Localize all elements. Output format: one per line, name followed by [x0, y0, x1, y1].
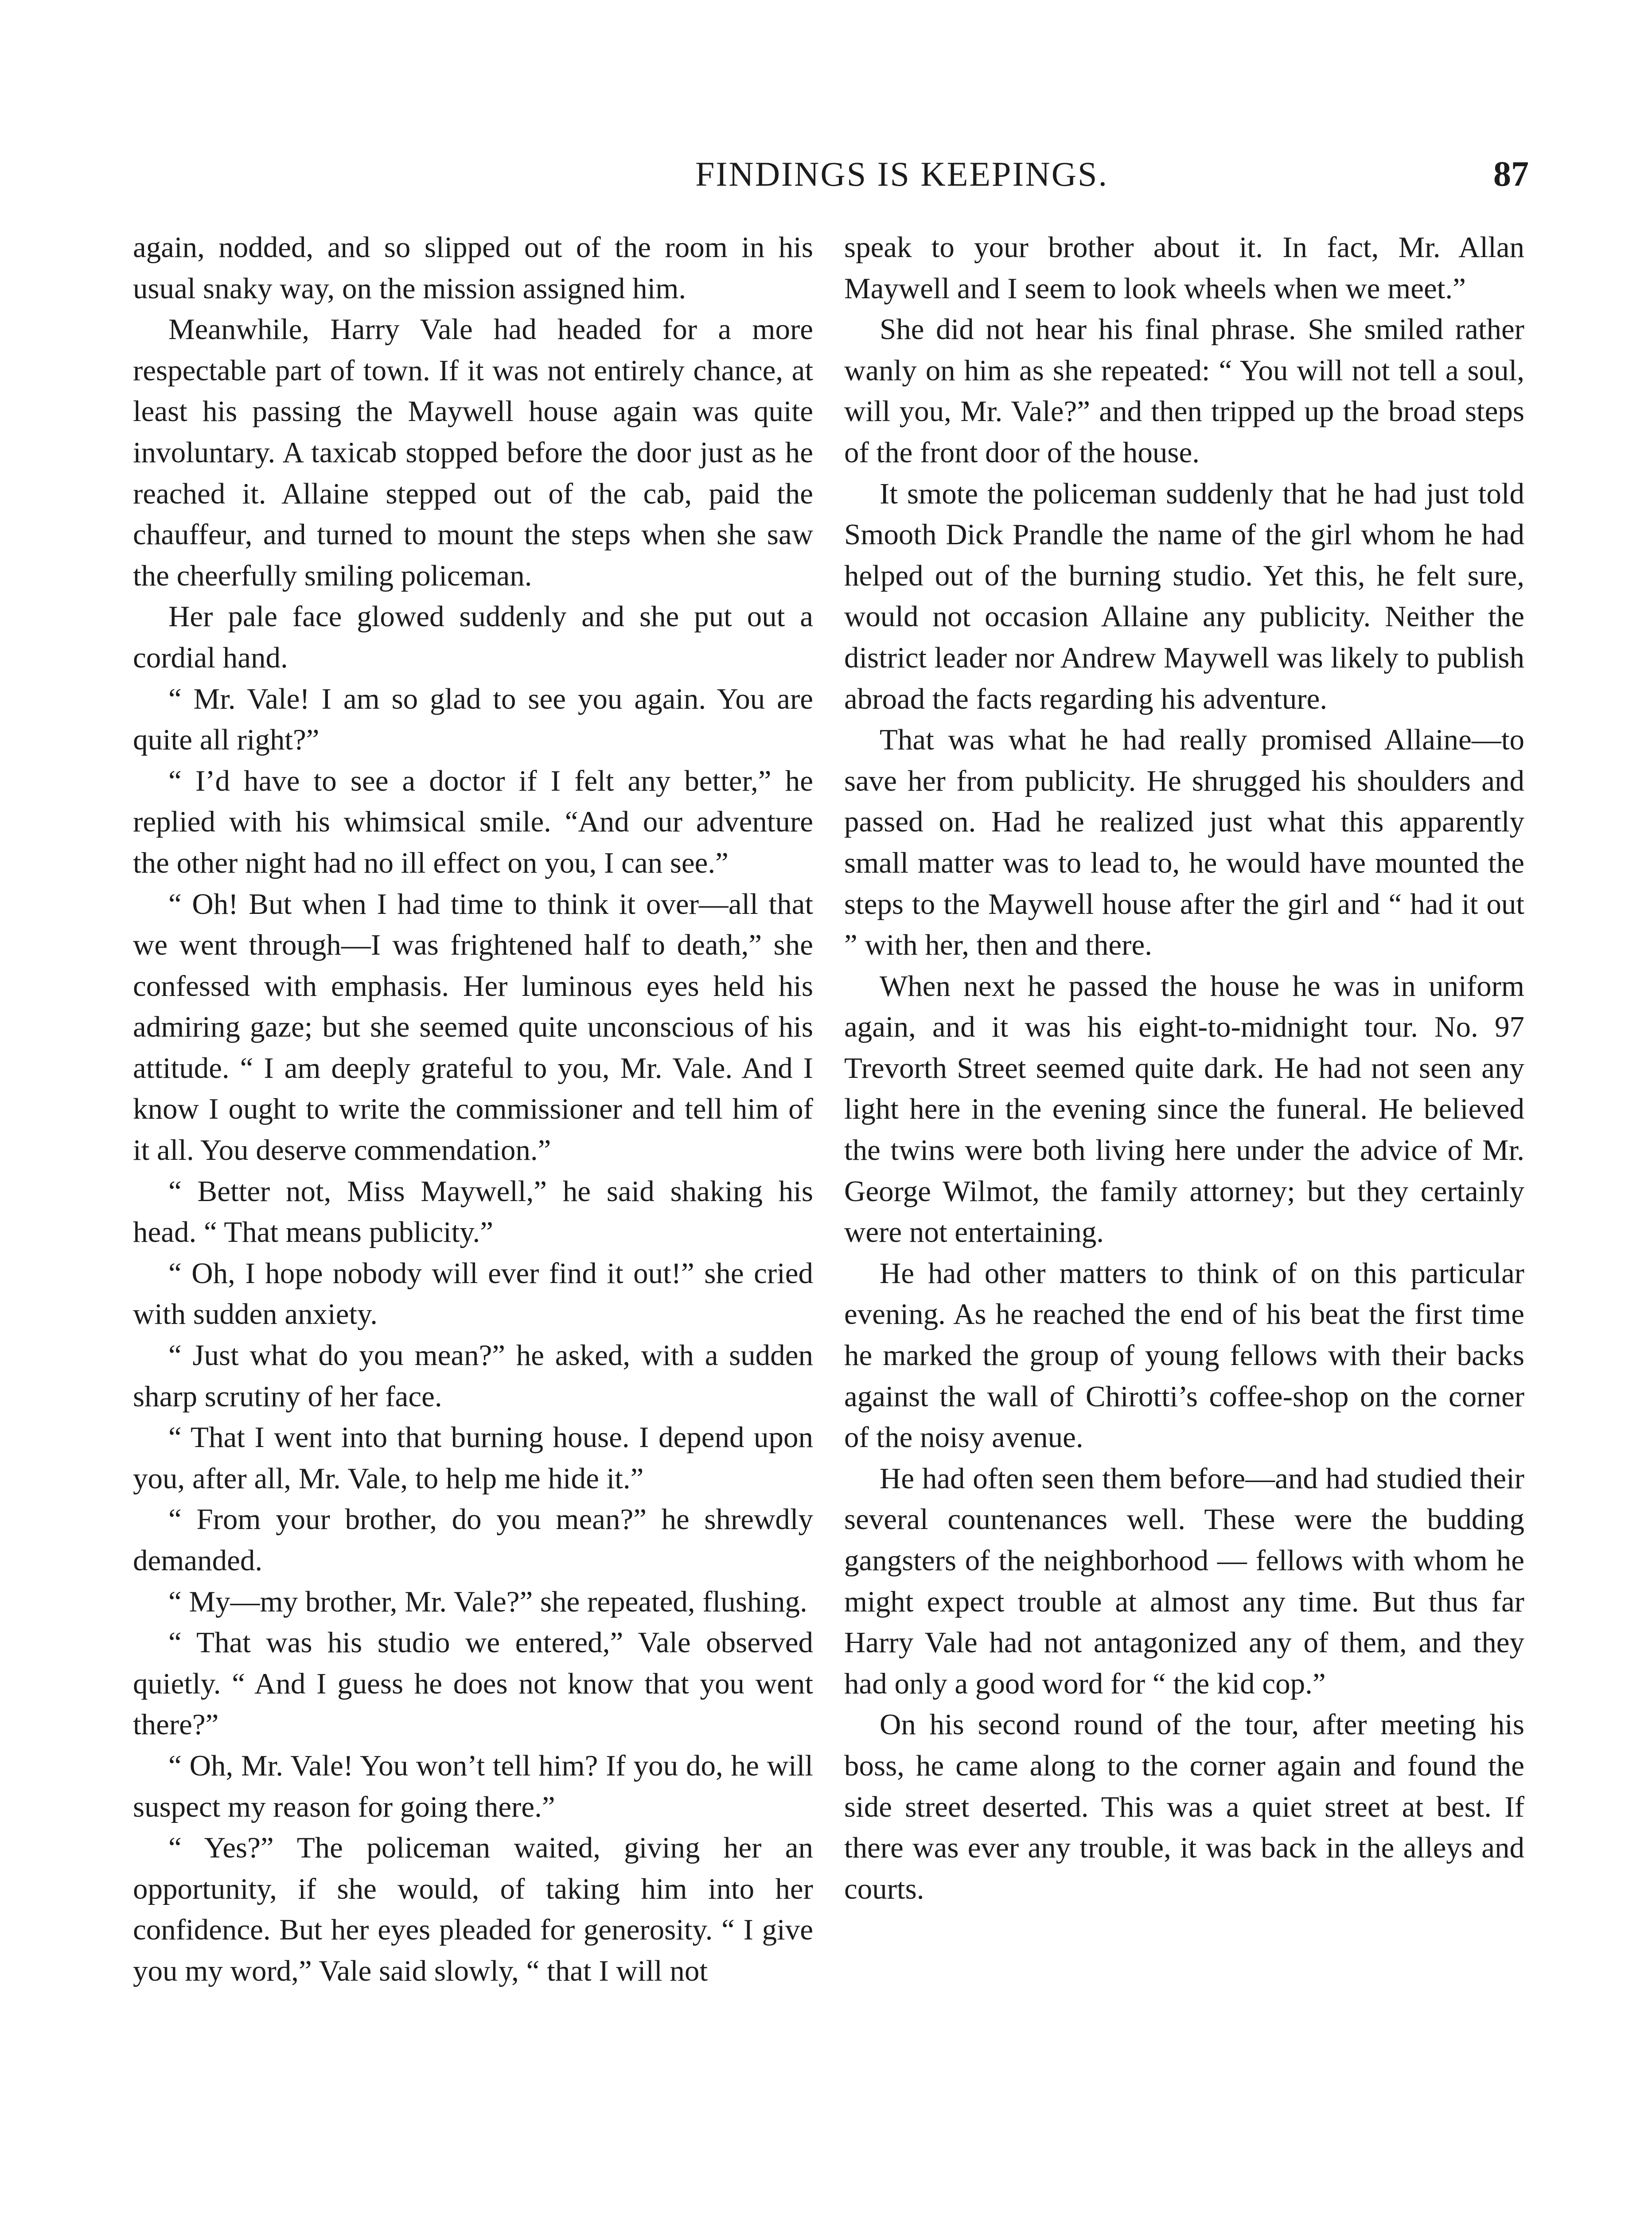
right-column — [844, 227, 1524, 2216]
paragraph: Her pale face glowed suddenly and she put out a cordial hand. — [133, 600, 813, 674]
paragraph: “ Oh, Mr. Vale! You won’t tell him? If you do, he will suspect my reason for going there.” — [133, 1749, 813, 1823]
paragraph: “ Oh, I hope nobody will ever find it out!” she cried with sudden anxiety. — [133, 1256, 813, 1331]
paragraph: again, nodded, and so slipped out of the room in his usual snaky way, on the mission assigned him. — [133, 231, 813, 305]
paragraph: “ That I went into that burning house. I depend upon you, after all, Mr. Vale, to help me hide it.” — [133, 1421, 813, 1495]
paragraph: Meanwhile, Harry Vale had headed for a more respectable part of town. If it was not entirely chance, at least his passing the Maywell house again was quite involuntary. A taxicab stopped before the door just as he reached it. Allaine stepped out of the cab, paid the chauffeur, and turned to mount the steps when she saw the cheerfully smiling policeman. — [133, 313, 813, 592]
paragraph: “ From your brother, do you mean?” he shrewdly demanded. — [133, 1503, 813, 1577]
paragraph: “ Just what do you mean?” he asked, with a sudden sharp scrutiny of her face. — [133, 1339, 813, 1413]
page-number: 87 — [1493, 155, 1529, 194]
paragraph: “ Oh! But when I had time to think it over—all that we went through—I was frightened half to death,” she confessed with emphasis. Her luminous eyes held his admiring gaze; but she seemed quite unconscious of his attitude. “ I am deeply grateful to you, Mr. Vale. And I know I ought to write the commissioner and tell him of it all. You deserve commendation.” — [133, 887, 813, 1167]
paragraph: That was what he had really promised Allaine—to save her from publicity. He shrugged his shoulders and passed on. Had he realized just what this apparently small matter was to lead to, he would have mounted the steps to the Maywell house after the girl and “ had it out ” with her, then and there. — [844, 723, 1524, 962]
paragraph: It smote the policeman suddenly that he had just told Smooth Dick Prandle the name of the girl whom he had helped out of the burning studio. Yet this, he felt sure, would not occasion Allaine any publicity. Neither the district leader nor Andrew Maywell was likely to publish abroad the facts regarding his adventure. — [844, 477, 1524, 715]
paragraph: She did not hear his final phrase. She smiled rather wanly on him as she repeated: “ You will not tell a soul, will you, Mr. Vale?” and then tripped up the broad steps of the front door of the house. — [844, 313, 1524, 469]
paragraph: When next he passed the house he was in uniform again, and it was his eight-to-midnight tour. No. 97 Trevorth Street seemed quite dark. He had not seen any light here in the evening since the funeral. He believed the twins were both living here under the advice of Mr. George Wilmot, the family attorney; but they certainly were not entertaining. — [844, 969, 1524, 1249]
paragraph: “ I’d have to see a doctor if I felt any better,” he replied with his whimsical smile. “And our adventure the other night had no ill effect on you, I can see.” — [133, 764, 813, 879]
paragraph: “ Better not, Miss Maywell,” he said shaking his head. “ That means publicity.” — [133, 1174, 813, 1249]
running-title: FINDINGS IS KEEPINGS. — [695, 155, 1108, 193]
paragraph: On his second round of the tour, after meeting his boss, he came along to the corner again and found the side street deserted. This was a quiet street at best. If there was ever any trouble, it was back in the alleys and courts. — [844, 1708, 1524, 1905]
paragraph: He had often seen them before—and had studied their several countenances well. These were the budding gangsters of the neighborhood — fellows with whom he might expect trouble at almost any time. But thus far Harry Vale had not antagonized any of them, and they had only a good word for “ the kid cop.” — [844, 1462, 1524, 1700]
paragraph: He had other matters to think of on this particular evening. As he reached the end of his beat the first time he marked the group of young fellows with their backs against the wall of Chirotti’s coffee-shop on the corner of the noisy avenue. — [844, 1256, 1524, 1454]
paragraph: “ That was his studio we entered,” Vale observed quietly. “ And I guess he does not know that you went there?” — [133, 1626, 813, 1741]
left-column — [133, 227, 813, 2216]
page-header — [133, 150, 1529, 199]
paragraph: “ Mr. Vale! I am so glad to see you again. You are quite all right?” — [133, 682, 813, 757]
paragraph: “ My—my brother, Mr. Vale?” she repeated, flushing. — [168, 1585, 807, 1618]
paragraph: “ Yes?” The policeman waited, giving her an opportunity, if she would, of taking him into her confidence. But her eyes pleaded for generosity. “ I give you my word,” Vale said slowly, “ that I will not — [133, 1831, 813, 1987]
paragraph: speak to your brother about it. In fact, Mr. Allan Maywell and I seem to look wheels when we meet.” — [844, 231, 1524, 305]
